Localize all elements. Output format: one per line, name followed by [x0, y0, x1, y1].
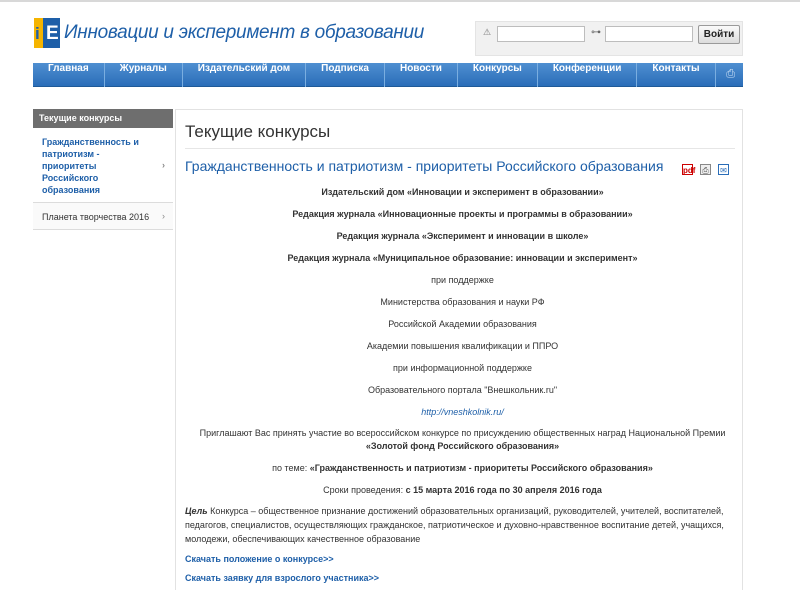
logo-letter-i: i: [35, 24, 40, 43]
main-nav: [33, 63, 743, 87]
warning-icon: ⚠: [483, 27, 492, 37]
nav-item-subscription[interactable]: Подписка: [306, 63, 385, 87]
sidebar-heading: Текущие конкурсы: [33, 109, 173, 128]
printer-icon[interactable]: ⎙: [726, 68, 735, 80]
nav-item-publishing-house[interactable]: Издательский дом: [183, 63, 306, 87]
top-border: [0, 0, 800, 2]
username-input[interactable]: [497, 26, 585, 42]
sidebar-item-label: Гражданственность и патриотизм - приоритеты Российского образования: [42, 137, 139, 195]
editorial-line: Редакция журнала «Эксперимент и инновации в школе»: [336, 231, 589, 241]
info-support-line: при информационной поддержке: [393, 363, 532, 373]
login-button[interactable]: Войти: [698, 25, 740, 44]
pdf-icon[interactable]: pdf: [683, 166, 696, 175]
supporter-line: Российской Академии образования: [388, 319, 537, 329]
award-name: «Золотой фонд Российского образования»: [365, 441, 560, 451]
logo-letter-e: E: [46, 23, 59, 44]
nav-item-contests[interactable]: Конкурсы: [458, 63, 538, 87]
article-title[interactable]: Гражданственность и патриотизм - приоритеты Российского образования: [185, 158, 664, 174]
print-icon[interactable]: ⎙: [700, 164, 711, 175]
supporter-line: Академии повышения квалификации и ППРО: [366, 341, 559, 351]
editorial-line: Редакция журнала «Муниципальное образование: инновации и эксперимент»: [287, 253, 638, 263]
email-icon[interactable]: ✉: [718, 164, 729, 175]
supporter-line: Министерства образования и науки РФ: [380, 297, 545, 307]
site-title: Инновации и эксперимент в образовании: [64, 22, 425, 43]
sidebar-item-planet-creativity[interactable]: [33, 203, 173, 230]
nav-item-journals[interactable]: Журналы: [105, 63, 183, 87]
publisher-line: Издательский дом «Инновации и эксперимент в образовании»: [321, 187, 604, 197]
nav-item-news[interactable]: Новости: [385, 63, 458, 87]
article-actions: [682, 164, 729, 175]
portal-link[interactable]: http://vneshkolnik.ru/: [421, 407, 504, 417]
invite-line: Приглашают Вас принять участие во всероссийском конкурсе по присуждению общественных наград Национальной Премии: [199, 428, 726, 438]
goal-text: Конкурса – общественное признание достижений образовательных организаций, руководителей, учителей, воспитателей, педагогов, специалистов, осуществляющих гражданское, патриотическое и духовно-нравственное воспитание детей, учащихся, молодежи, обеспечивающих качественное образование: [185, 506, 724, 544]
editorial-line: Редакция журнала «Инновационные проекты и программы в образовании»: [292, 209, 633, 219]
download-application-link[interactable]: Скачать заявку для взрослого участника>>: [185, 573, 380, 583]
portal-line: Образовательного портала "Внешкольник.ru": [367, 385, 558, 395]
sidebar: [33, 109, 173, 230]
theme-line: [185, 463, 740, 473]
download-regulations-link[interactable]: Скачать положение о конкурсе>>: [185, 554, 334, 564]
nav-item-contacts[interactable]: Контакты: [637, 63, 715, 87]
dates-value: с 15 марта 2016 года по 30 апреля 2016 года: [405, 485, 602, 495]
theme-prefix: по теме:: [272, 463, 310, 473]
chevron-right-icon: ›: [162, 211, 165, 221]
logo-mark: [34, 18, 60, 48]
login-panel: [475, 21, 743, 56]
goal-label: Цель: [185, 506, 208, 516]
key-icon: ⊶: [591, 27, 601, 38]
chevron-right-icon: ›: [162, 160, 165, 170]
sidebar-item-label: Планета творчества 2016: [42, 212, 150, 222]
sidebar-item-patriotism[interactable]: [33, 128, 173, 203]
nav-item-home[interactable]: Главная: [33, 63, 105, 87]
support-line: при поддержке: [431, 275, 494, 285]
password-input[interactable]: [605, 26, 693, 42]
goal-paragraph: [185, 504, 740, 546]
nav-item-conferences[interactable]: Конференции: [538, 63, 638, 87]
theme-title: «Гражданственность и патриотизм - приоритеты Российского образования»: [309, 463, 653, 473]
page-title: Текущие конкурсы: [185, 122, 331, 141]
divider: [185, 148, 735, 149]
main-content: [175, 109, 743, 590]
dates-line: [185, 485, 740, 495]
site-logo[interactable]: [34, 18, 424, 48]
dates-prefix: Сроки проведения:: [323, 485, 406, 495]
